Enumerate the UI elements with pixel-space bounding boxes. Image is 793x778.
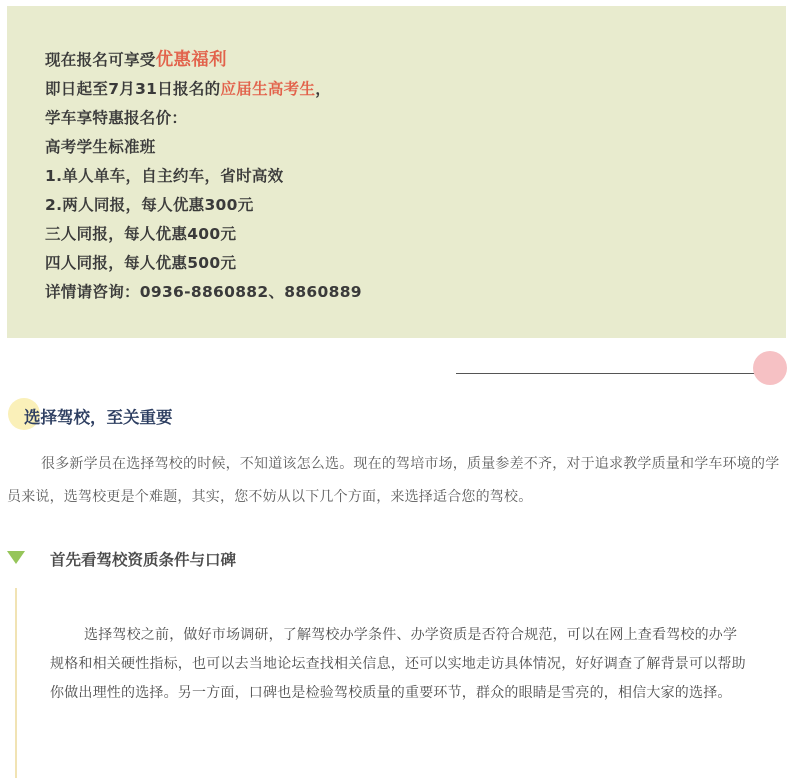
promo-item-2: 2.两人同报，每人优惠300元 <box>45 196 254 214</box>
promo-item-4: 四人同报，每人优惠500元 <box>45 254 237 272</box>
promo-target-group: 应届生高考生 <box>220 80 316 98</box>
divider-line <box>456 373 774 374</box>
promo-line-3: 学车享特惠报名价： <box>45 109 188 127</box>
section-title: 选择驾校，至关重要 <box>24 408 173 427</box>
promo-box <box>7 6 786 338</box>
decorative-circle-pink <box>753 351 787 385</box>
promo-line-1: 现在报名可享受优惠福利 <box>45 50 227 70</box>
subsection-title: 首先看驾校资质条件与口碑 <box>50 551 237 569</box>
promo-item-3: 三人同报，每人优惠400元 <box>45 225 237 243</box>
quote-bar <box>15 588 17 778</box>
subsection-paragraph: 选择驾校之前，做好市场调研，了解驾校办学条件、办学资质是否符合规范，可以在网上查看驾校的办学规格和相关硬性指标，也可以去当地论坛查找相关信息，还可以实地走访具体情况，好好调查了解背景可以帮助你做出理性的选择。另一方面，口碑也是检验驾校质量的重要环节，群众的眼睛是雪亮的，相信大家的选择。 <box>50 627 746 701</box>
triangle-bullet-icon <box>7 551 25 564</box>
promo-class-name: 高考学生标准班 <box>45 138 156 156</box>
promo-item-1: 1.单人单车，自主约车，省时高效 <box>45 167 284 185</box>
promo-highlight: 优惠福利 <box>155 50 227 70</box>
section-paragraph: 很多新学员在选择驾校的时候，不知道该怎么选。现在的驾培市场，质量参差不齐，对于追求教学质量和学车环境的学员来说，选驾校更是个难题，其实，您不妨从以下几个方面，来选择适合您的驾校。 <box>7 456 780 505</box>
promo-contact: 详情请咨询：0936-8860882、8860889 <box>45 283 362 301</box>
promo-line-2: 即日起至7月31日报名的应届生高考生， <box>45 80 332 98</box>
